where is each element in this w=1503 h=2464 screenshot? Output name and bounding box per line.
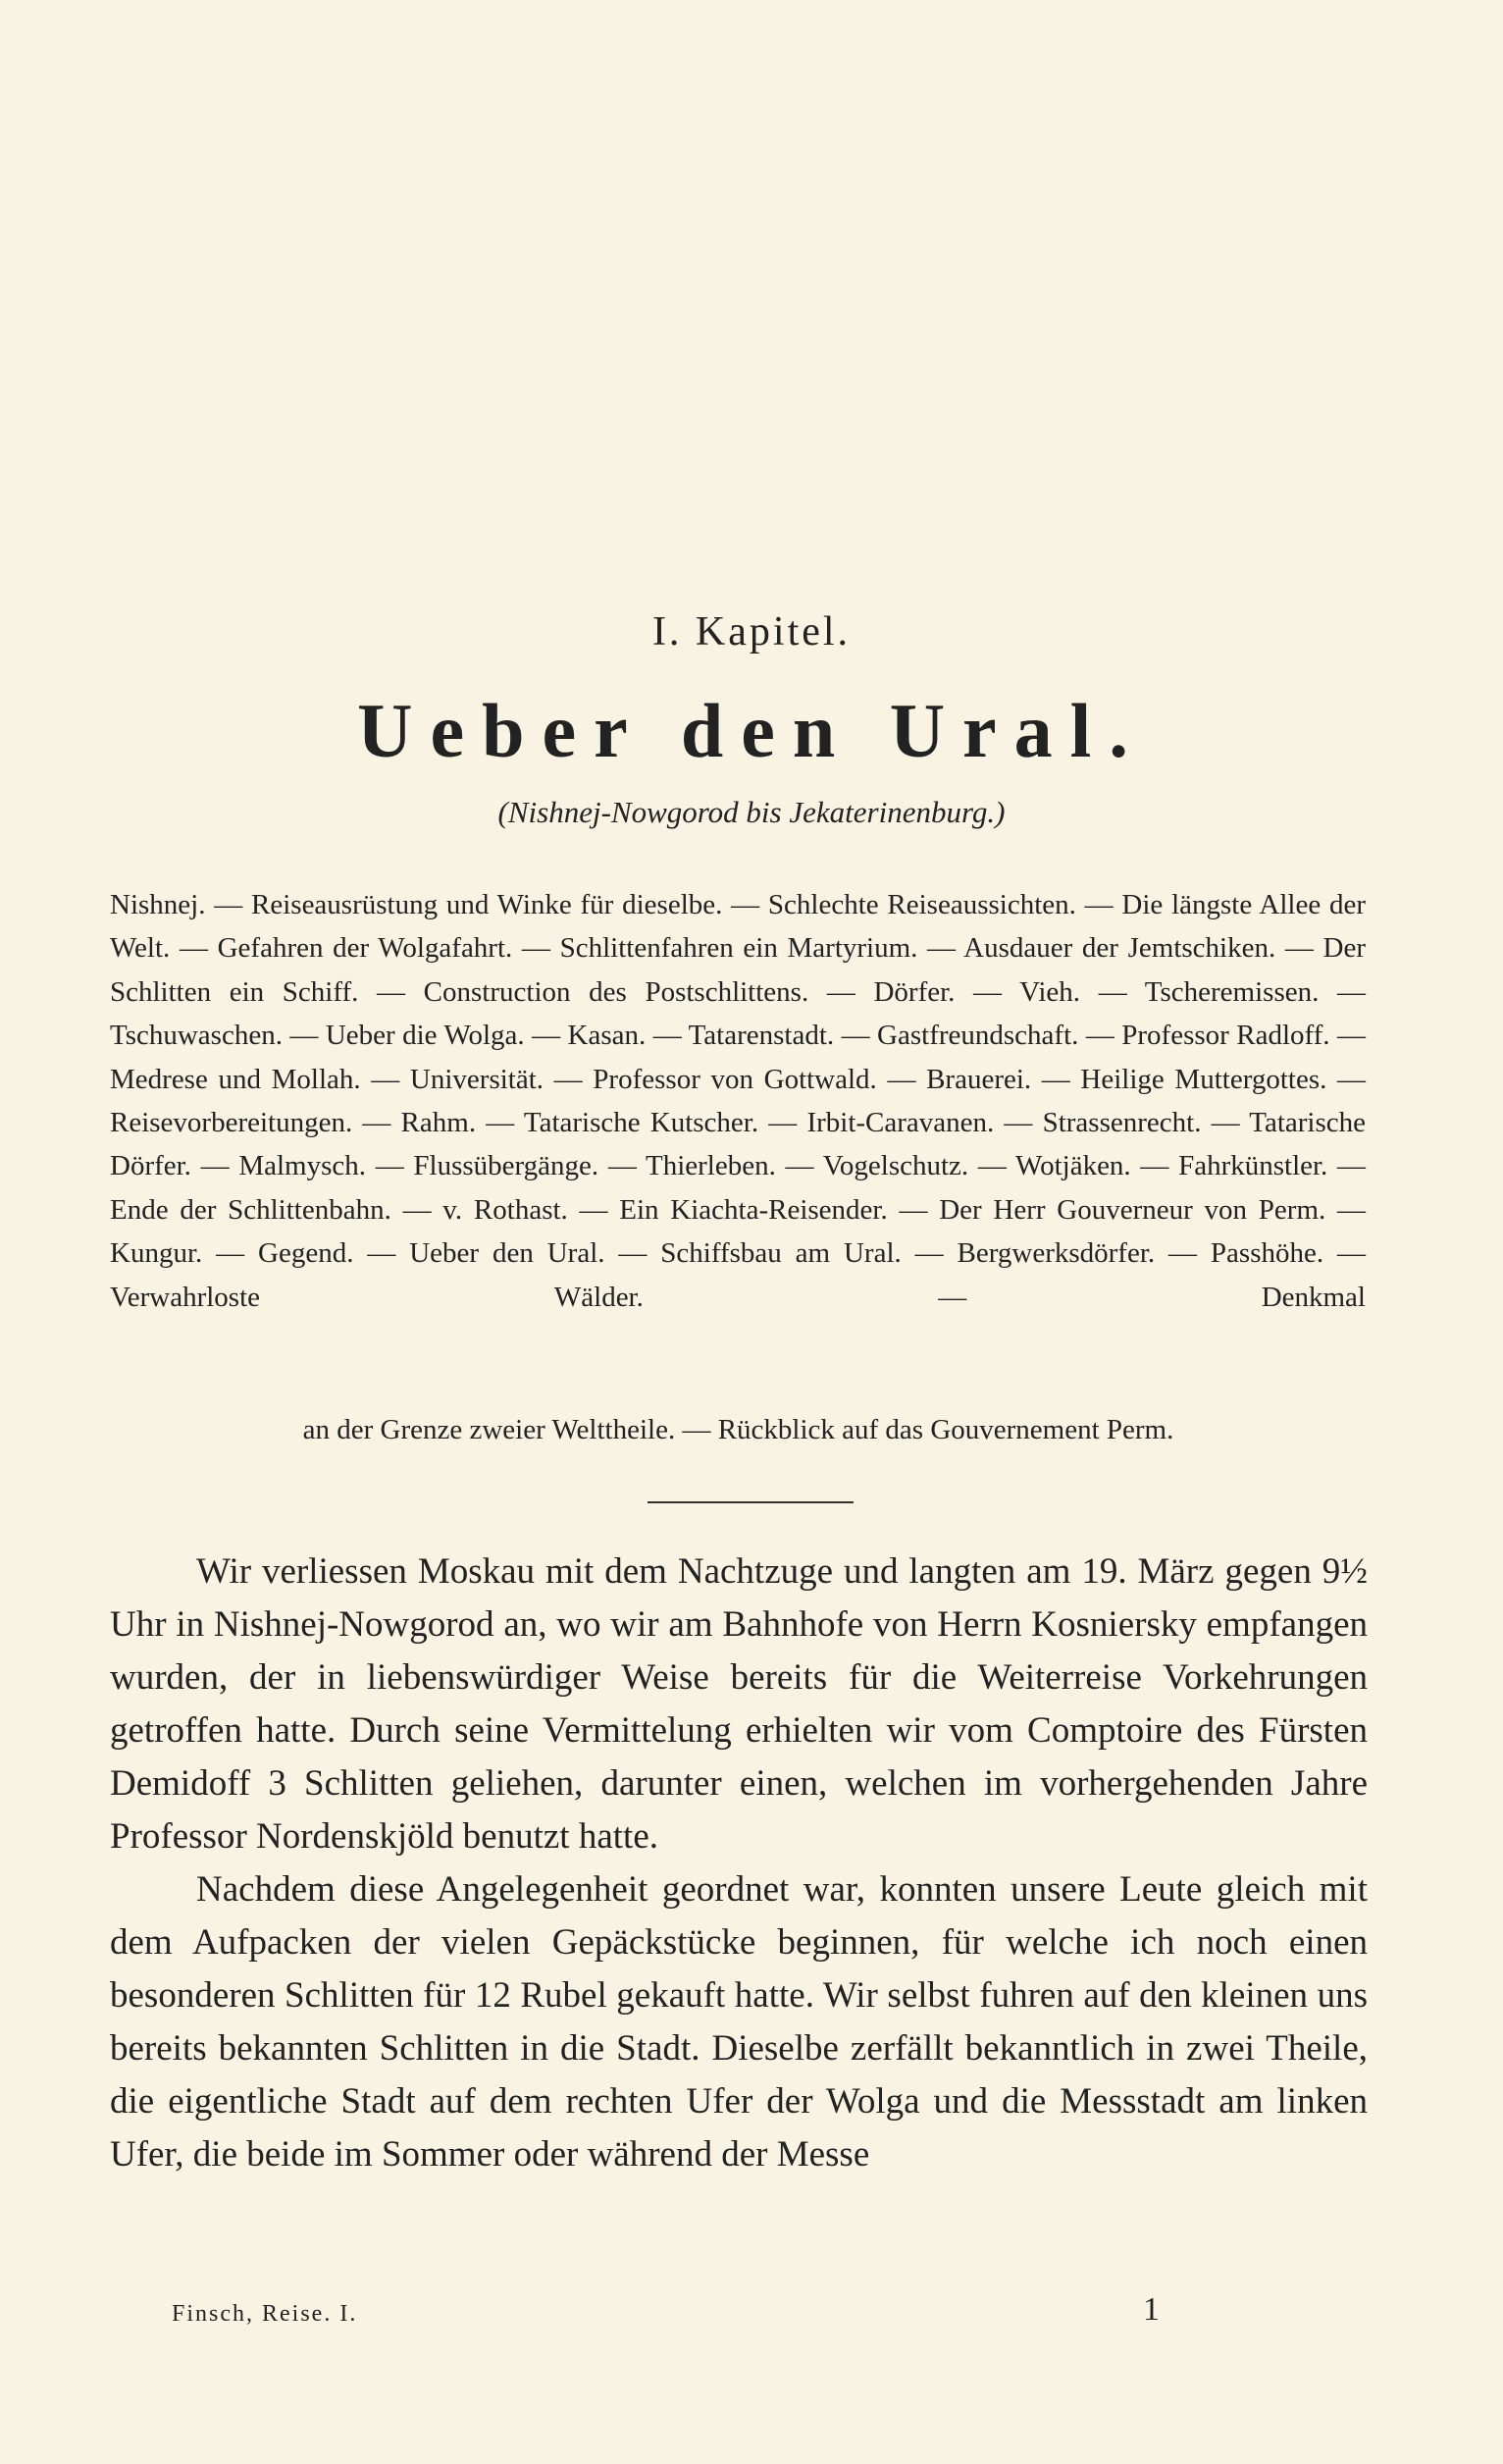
section-divider	[648, 1501, 854, 1503]
chapter-summary: Nishnej. — Reiseausrüstung und Winke für dieselbe. — Schlechte Reiseaussichten. — Die längste Allee der Welt. — Gefahren der Wolgafahrt. — Schlittenfahren ein Martyrium. — Ausdauer der Jemtschiken. — Der Schlitten ein Schiff. — Construction des Postschlittens. — Dörfer. — Vieh. — Tscheremissen. — Tschuwaschen. — Ueber die Wolga. — Kasan. — Tatarenstadt. — Gastfreundschaft. — Professor Radloff. — Medrese und Mollah. — Universität. — Professor von Gottwald. — Brauerei. — Heilige Muttergottes. — Reisevorbereitungen. — Rahm. — Tatarische Kutscher. — Irbit-Caravanen. — Strassenrecht. — Tatarische Dörfer. — Malmysch. — Flussübergänge. — Thierleben. — Vogelschutz. — Wotjäken. — Fahrkünstler. — Ende der Schlittenbahn. — v. Rothast. — Ein Kiachta-Reisender. — Der Herr Gouverneur von Perm. — Kungur. — Gegend. — Ueber den Ural. — Schiffsbau am Ural. — Bergwerksdörfer. — Passhöhe. — Verwahrloste Wälder. — Denkmal	[110, 889, 1366, 1313]
chapter-heading: I. Kapitel.	[651, 609, 852, 655]
footer-signature: Finsch, Reise. I.	[172, 2301, 358, 2327]
chapter-title: Ueber den Ural.	[357, 688, 1146, 773]
chapter-summary-last-line: an der Grenze zweier Welttheile. — Rückblick auf das Gouvernement Perm.	[302, 1414, 1174, 1445]
page-number: 1	[1143, 2291, 1160, 2328]
paragraph: Wir verliessen Moskau mit dem Nachtzuge und langten am 19. März gegen 9½ Uhr in Nishnej-Nowgorod an, wo wir am Bahnhofe von Herrn Kosniersky empfangen wurden, der in liebenswürdiger Weise bereits für die Weiterreise Vorkehrungen getroffen hatte. Durch seine Vermittelung erhielten wir vom Comptoire des Fürsten Demidoff 3 Schlitten geliehen, darunter einen, welchen im vorhergehenden Jahre Professor Nordenskjöld benutzt hatte.	[110, 1551, 1368, 1857]
body-text	[110, 1546, 1368, 2181]
chapter-subtitle: (Nishnej-Nowgorod bis Jekaterinenburg.)	[497, 795, 1006, 829]
paragraph: Nachdem diese Angelegenheit geordnet war, konnten unsere Leute gleich mit dem Aufpacken der vielen Gepäckstücke beginnen, für welche ich noch einen besonderen Schlitten für 12 Rubel gekauft hatte. Wir selbst fuhren auf den kleinen uns bereits bekannten Schlitten in die Stadt. Dieselbe zerfällt bekanntlich in zwei Theile, die eigentliche Stadt auf dem rechten Ufer der Wolga und die Messstadt am linken Ufer, die beide im Sommer oder während der Messe	[110, 1869, 1368, 2175]
